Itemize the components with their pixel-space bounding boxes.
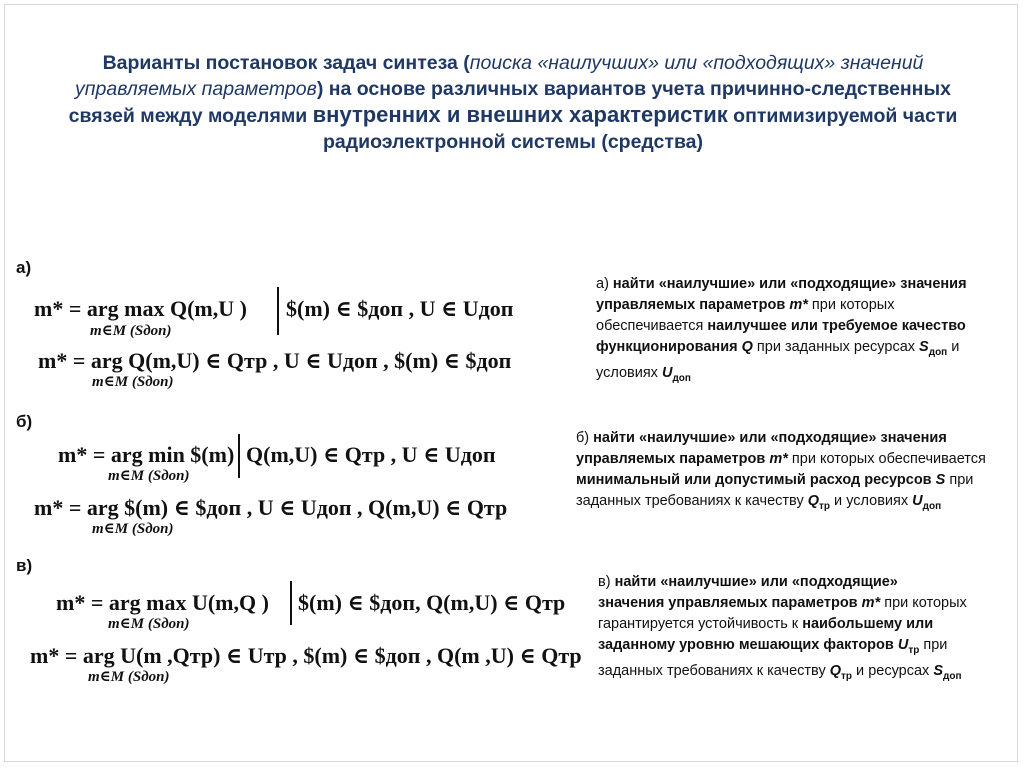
formula-c1-condition: $(m) ∈ $доп, Q(m,U) ∈ Qтр (298, 590, 566, 615)
formula-b1-condition: Q(m,U) ∈ Qтр , U ∈ Uдоп (246, 442, 496, 467)
formula-b2-main: m* = arg $(m) ∈ $доп , U ∈ Uдоп , Q(m,U) ∈ Qтр (34, 495, 508, 520)
formula-a2-main: m* = arg Q(m,U) ∈ Qтр , U ∈ Uдоп , $(m) ∈ $доп (38, 348, 512, 373)
formula-b1-main: m* = arg min $(m) (58, 442, 235, 467)
description-b: б) найти «наилучшие» или «подходящие» значения управляемых параметров m* при которых обеспечивается минимальный или допустимый расход ресурсов S при заданных требованиях к качеству $Q_{тр}$ и условиях $U_{доп}$ (576, 430, 986, 512)
label-c: в) (16, 556, 33, 575)
label-b: б) (16, 412, 33, 431)
formula-c1-separator (290, 581, 292, 625)
formula-c2-main: m* = arg U(m ,Qтр) ∈ Uтр , $(m) ∈ $доп , Q(m ,U) ∈ Qтр (30, 643, 582, 668)
formula-b1-subscript: m∈M (Sдоп) (108, 468, 190, 484)
formula-c1-main: m* = arg max U(m,Q ) (56, 590, 269, 615)
formula-a1-condition: $(m) ∈ $доп , U ∈ Uдоп (286, 296, 514, 321)
formula-b1-separator (238, 434, 240, 478)
description-a: а) найти «наилучшие» или «подходящие» значения управляемых параметров m* при которых обеспечивается наилучшее или требуемое качество функционирования Q при заданных ресурсах $S_{доп}$ и условиях $U_{доп}$ (596, 276, 967, 384)
label-a: а) (16, 258, 32, 277)
formula-c1-subscript: m∈M (Sдоп) (108, 616, 190, 632)
formula-c2-subscript: m∈M (Sдоп) (88, 669, 170, 685)
formula-a1-subscript: m∈M (Sдоп) (90, 323, 172, 339)
description-c: в) найти «наилучшие» или «подходящие» значения управляемых параметров m* при которых гарантируется устойчивость к наибольшему или заданному уровню мешающих факторов $U_{тр}$ при заданных требованиях к качеству $Q_{тр}$ и ресурсах $S_{доп}$ (598, 574, 967, 682)
slide-title: Варианты постановок задач синтеза (поиска «наилучших» или «подходящих» значений управляемых параметров) на основе различных вариантов учета причинно-следственных связей между моделями внутренних и внешних характеристик оптимизируемой части радиоэлектронной системы (средства) (68, 52, 958, 153)
formula-a1-main: m* = arg max Q(m,U ) (34, 296, 247, 321)
formula-a1-separator (277, 287, 279, 335)
formula-b2-subscript: m∈M (Sдоп) (92, 521, 174, 537)
formula-a2-subscript: m∈M (Sдоп) (92, 374, 174, 390)
